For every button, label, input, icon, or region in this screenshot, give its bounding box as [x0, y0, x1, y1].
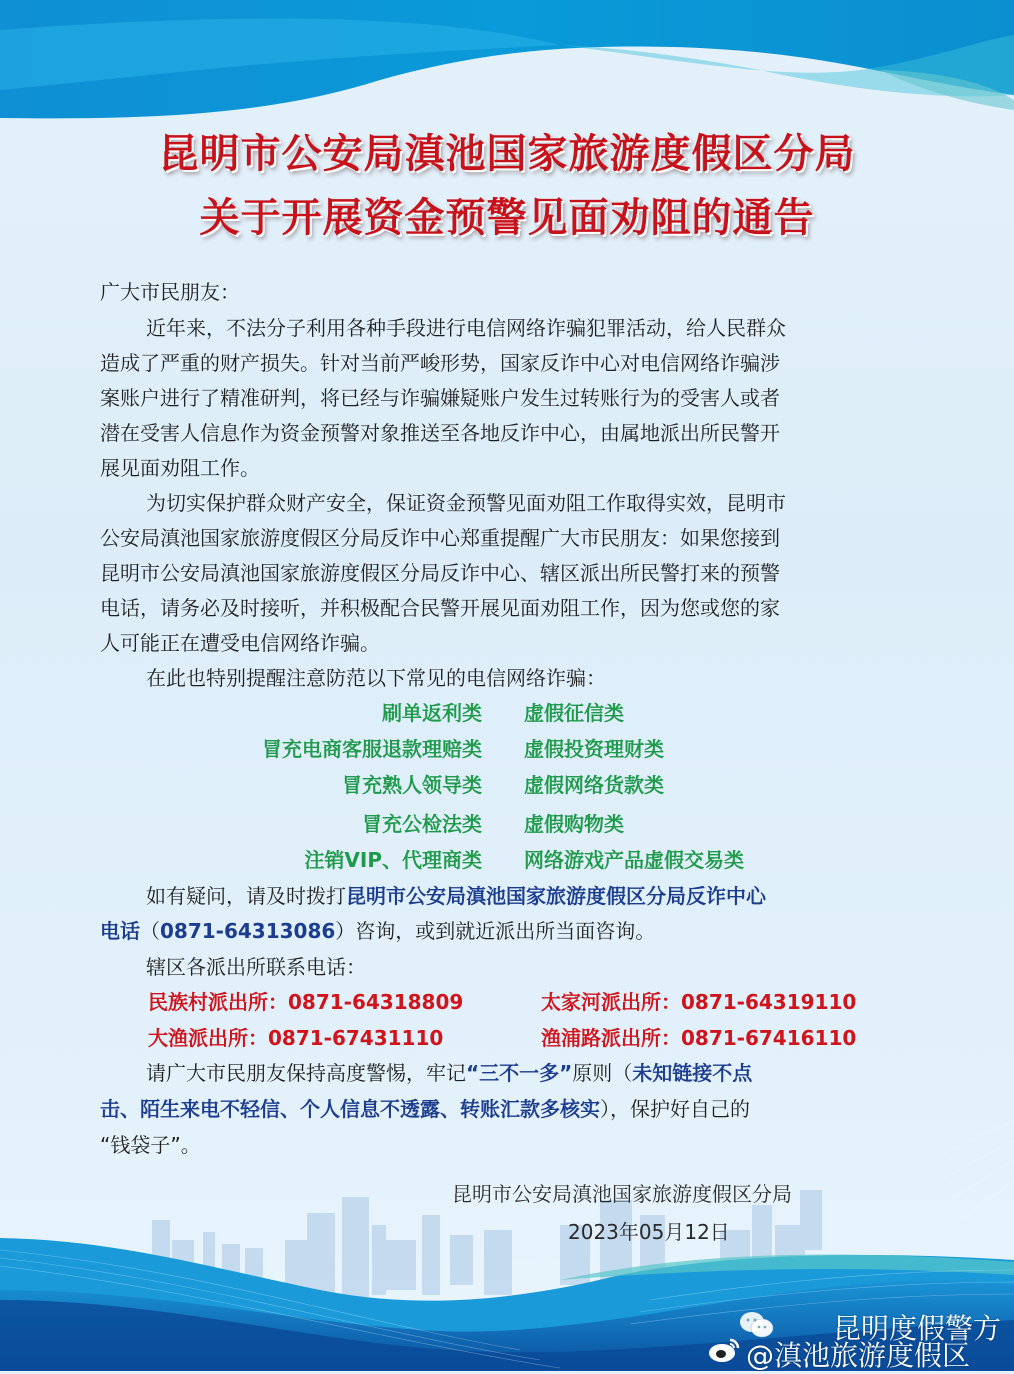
fraud-type: 冒充公检法类 — [362, 812, 482, 836]
station-phone: 0871-64319110 — [681, 990, 857, 1014]
station-yupulu — [541, 1022, 856, 1051]
station-name: 太家河派出所： — [541, 990, 681, 1014]
fraud-type: 冒充电商客服退款理赔类 — [262, 737, 482, 761]
paragraph1-line: 展见面劝阻工作。 — [100, 456, 260, 480]
station-taijiahe — [541, 986, 856, 1015]
fraud-type: 冒充熟人领导类 — [342, 773, 482, 797]
notice-title-line1: 昆明市公安局滇池国家旅游度假区分局 — [158, 130, 856, 177]
station-phone: 0871-64318809 — [288, 990, 464, 1014]
paragraph1-line: 近年来，不法分子利用各种手段进行电信网络诈骗犯罪活动，给人民群众 — [146, 316, 786, 340]
fraud-type: 虚假购物类 — [524, 812, 624, 836]
weibo-watermark: @滇池旅游度假区 — [746, 1339, 971, 1372]
station-name: 民族村派出所： — [148, 990, 288, 1014]
rules: 未知链接不点 — [632, 1061, 753, 1085]
station-name: 渔浦路派出所： — [541, 1026, 681, 1050]
hotline-line1 — [146, 880, 766, 909]
paren-open: （ — [140, 919, 160, 943]
closing-text: 原则（ — [572, 1061, 633, 1085]
station-dayu — [148, 1022, 443, 1051]
closing-line3: “钱袋子”。 — [100, 1133, 201, 1157]
signature-date: 2023年05月12日 — [568, 1220, 730, 1244]
hotline-line2 — [100, 915, 655, 944]
fraud-type: 网络游戏产品虚假交易类 — [524, 848, 744, 872]
paren-close: ） — [335, 919, 356, 943]
fraud-type: 虚假征信类 — [524, 701, 624, 725]
wechat-watermark: 昆明度假警方 — [833, 1312, 1002, 1345]
paragraph2-line: 为切实保护群众财产安全，保证资金预警见面劝阻工作取得实效，昆明市 — [146, 491, 786, 515]
hotline-org: 昆明市公安局滇池国家旅游度假区分局反诈中心 — [346, 884, 766, 908]
motto: “三不一多” — [466, 1061, 573, 1085]
paragraph2-line: 人可能正在遭受电信网络诈骗。 — [100, 631, 380, 655]
paragraph1-line: 案账户进行了精准研判，将已经与诈骗嫌疑账户发生过转账行为的受害人或者 — [100, 386, 780, 410]
fraud-type: 虚假网络货款类 — [524, 773, 664, 797]
closing-text: 请广大市民朋友保持高度警惕，牢记 — [146, 1061, 466, 1085]
fraud-type: 刷单返利类 — [382, 701, 482, 725]
closing-line1 — [146, 1057, 752, 1086]
closing-text: ），保护好自己的 — [600, 1097, 750, 1121]
signature-org: 昆明市公安局滇池国家旅游度假区分局 — [452, 1182, 792, 1206]
stations-intro: 辖区各派出所联系电话： — [146, 955, 366, 979]
fraud-type: 虚假投资理财类 — [524, 737, 664, 761]
paragraph2-line: 电话，请务必及时接听，并积极配合民警开展见面劝阻工作，因为您或您的家 — [100, 596, 780, 620]
station-name: 大渔派出所： — [148, 1026, 268, 1050]
station-phone: 0871-67416110 — [681, 1026, 857, 1050]
station-phone: 0871-67431110 — [268, 1026, 444, 1050]
hotline-label: 电话 — [100, 919, 140, 943]
paragraph1-line: 潜在受害人信息作为资金预警对象推送至各地反诈中心，由属地派出所民警开 — [100, 421, 780, 445]
paragraph2-line: 昆明市公安局滇池国家旅游度假区分局反诈中心、辖区派出所民警打来的预警 — [100, 561, 780, 585]
hotline-prefix: 如有疑问，请及时拨打 — [146, 884, 346, 908]
paragraph2-line: 公安局滇池国家旅游度假区分局反诈中心郑重提醒广大市民朋友：如果您接到 — [100, 526, 780, 550]
fraud-types-intro: 在此也特别提醒注意防范以下常见的电信网络诈骗： — [146, 666, 606, 690]
closing-line2 — [100, 1093, 750, 1122]
hotline-number: 0871-64313086 — [160, 919, 336, 943]
fraud-type: 注销VIP、代理商类 — [304, 848, 482, 872]
hotline-suffix: 咨询，或到就近派出所当面咨询。 — [355, 919, 656, 943]
paragraph1-line: 造成了严重的财产损失。针对当前严峻形势，国家反诈中心对电信网络诈骗涉 — [100, 351, 780, 375]
weibo-icon — [708, 1336, 742, 1364]
salutation: 广大市民朋友： — [100, 280, 240, 304]
station-minzucun — [148, 986, 463, 1015]
rules: 击、陌生来电不轻信、个人信息不透露、转账汇款多核实 — [100, 1097, 600, 1121]
notice-title-line2: 关于开展资金预警见面劝阻的通告 — [199, 194, 815, 241]
